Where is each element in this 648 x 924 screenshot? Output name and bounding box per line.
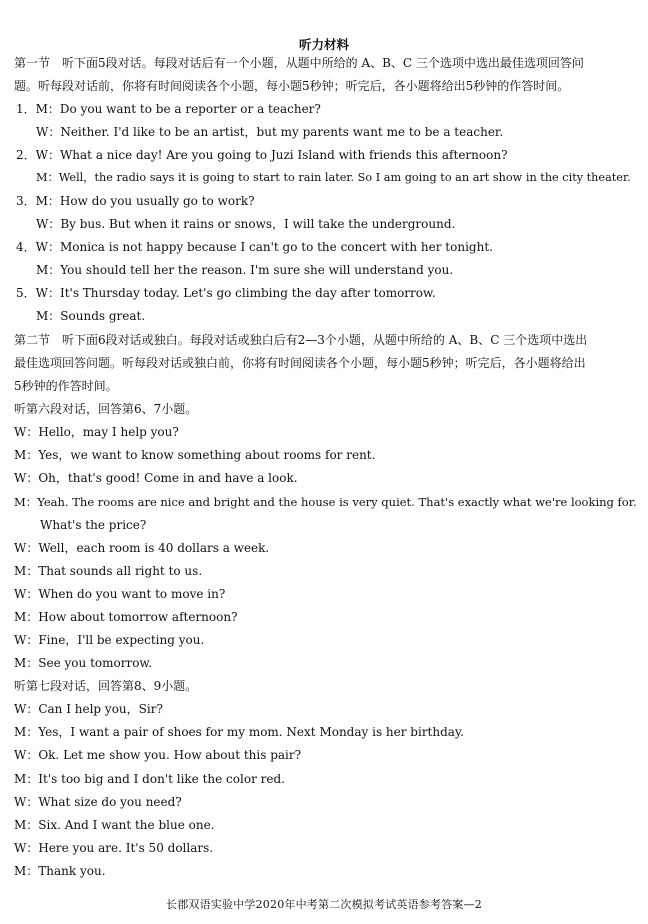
page-title: 听力材料: [298, 37, 349, 52]
dialogue6-line: W：Oh，that's good! Come in and have a look.: [14, 471, 298, 485]
section2-intro-line3: 5秒钟的作答时间。: [14, 379, 118, 393]
dialogue6-line: W：Well，each room is 40 dollars a week.: [14, 541, 270, 555]
dialogue6-line: M：See you tomorrow.: [14, 656, 153, 670]
dialogue7-line: M：Yes，I want a pair of shoes for my mom. Next Monday is her birthday.: [14, 725, 464, 739]
dialogue7-line: W：Can I help you，Sir?: [14, 702, 163, 716]
dialogue6-line: M：Yeah. The rooms are nice and bright and the house is very quiet. That's exactly what we're looking for.: [14, 495, 637, 509]
dialogue3-question: 3．M：How do you usually go to work?: [16, 194, 255, 208]
dialogue6-line: W：Fine，I'll be expecting you.: [14, 633, 205, 647]
dialogue6-line: W：Hello，may I help you?: [14, 425, 179, 439]
dialogue2-answer: M：Well，the radio says it is going to start to rain later. So I am going to an art show in the city theater.: [36, 171, 631, 184]
dialogue7-heading: 听第七段对话，回答第8、9小题。: [14, 679, 198, 693]
dialogue1-answer: W：Neither. I'd like to be an artist，but my parents want me to be a teacher.: [36, 125, 504, 139]
section2-intro-line1: 第二节 听下面6段对话或独白。每段对话或独白后有2—3个小题，从题中所给的 A、B、C 三个选项中选出: [14, 333, 588, 347]
dialogue6-line: What's the price?: [40, 518, 147, 532]
dialogue1-question: 1．M：Do you want to be a reporter or a teacher?: [16, 102, 321, 116]
dialogue4-question: 4．W：Monica is not happy because I can't go to the concert with her tonight.: [16, 240, 493, 254]
dialogue7-line: M：It's too big and I don't like the color red.: [14, 772, 285, 786]
section1-intro-line1: 第一节 听下面5段对话。每段对话后有一个小题，从题中所给的 A、B、C 三个选项中选出最佳选项回答问: [14, 56, 584, 70]
dialogue2-question: 2．W：What a nice day! Are you going to Juzi Island with friends this afternoon?: [16, 148, 508, 162]
page-footer: 长郡双语实验中学2020年中考第二次模拟考试英语参考答案—2: [166, 898, 482, 911]
dialogue7-line: M：Six. And I want the blue one.: [14, 818, 215, 832]
dialogue5-answer: M：Sounds great.: [36, 309, 146, 323]
dialogue7-line: W：Ok. Let me show you. How about this pair?: [14, 748, 302, 762]
dialogue4-answer: M：You should tell her the reason. I'm sure she will understand you.: [36, 263, 454, 277]
dialogue5-question: 5．W：It's Thursday today. Let's go climbing the day after tomorrow.: [16, 286, 436, 300]
dialogue7-line: W：Here you are. It's 50 dollars.: [14, 841, 214, 855]
dialogue7-line: W：What size do you need?: [14, 795, 182, 809]
dialogue3-answer: W：By bus. But when it rains or snows，I will take the underground.: [36, 217, 456, 231]
dialogue6-line: W：When do you want to move in?: [14, 587, 226, 601]
dialogue6-heading: 听第六段对话，回答第6、7小题。: [14, 402, 198, 416]
dialogue6-line: M：That sounds all right to us.: [14, 564, 203, 578]
section2-intro-line2: 最佳选项回答问题。听每段对话或独白前，你将有时间阅读各个小题，每小题5秒钟；听完后，各小题将给出: [14, 356, 586, 370]
dialogue6-line: M：Yes，we want to know something about rooms for rent.: [14, 448, 376, 462]
section1-intro-line2: 题。听每段对话前，你将有时间阅读各个小题，每小题5秒钟；听完后，各小题将给出5秒钟的作答时间。: [14, 79, 570, 93]
dialogue7-line: M：Thank you.: [14, 864, 106, 878]
dialogue6-line: M：How about tomorrow afternoon?: [14, 610, 238, 624]
